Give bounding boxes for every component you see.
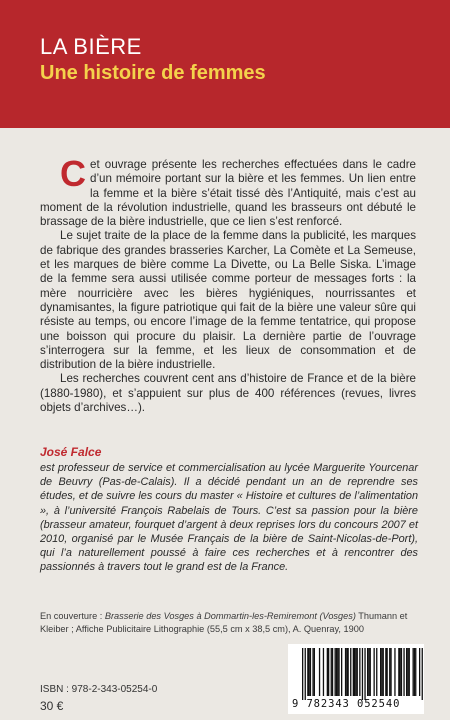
barcode-bar (367, 648, 368, 696)
barcode-bars (288, 644, 424, 700)
barcode-bar (381, 648, 382, 696)
barcode-bar (419, 648, 420, 696)
barcode-bar (400, 648, 401, 696)
barcode-bar (394, 648, 395, 696)
book-description (40, 153, 416, 415)
barcode-bar (422, 648, 423, 700)
cover-credit (40, 610, 410, 635)
description-paragraph-2: Le sujet traite de la place de la femme dans la publicité, les marques de fabrique des grandes brasseries Karcher, La Comète et La Semeuse, et les marques de bière comme La Divette, ou La Belle Siska. L’image de la femme sera aussi utilisée comme porteur de messages forts : la mère nourricière avec les bières hygiéniques, nourrissantes et dynamisantes, la figure patriotique qui fait de la bière une valeur sûre qui résiste au temps, ou encore l’image de la femme tentatrice, qui propose une boisson qui procure du plaisir. La dernière partie de l’ouvrage s’interrogera sur la femme, et les lieux de consommation et de distribution de la bière industrielle. (40, 229, 416, 372)
drop-cap: C (60, 153, 86, 194)
barcode-bar (401, 648, 402, 696)
isbn: ISBN : 978-2-343-05254-0 (40, 684, 158, 695)
barcode-digits: 9 782343 052540 (292, 698, 401, 710)
barcode-bar (406, 648, 407, 696)
barcode-bar (370, 648, 371, 696)
barcode-bar (357, 648, 358, 696)
barcode-bar (338, 648, 339, 696)
description-paragraph-1-text: et ouvrage présente les recherches effectuées dans le cadre d’un mémoire portant sur la bière et les femmes. Un lien entre la femme et la bière s’était tissé dès l’Antiquité, mais c’est au moment de la révolution industrielle, quand les brasseurs ont débuté le brassage de la bière industrielle, que ce lien s’est renforcé. (40, 158, 416, 229)
barcode-bar (312, 648, 313, 696)
barcode-bar (355, 648, 356, 696)
barcode-bar (305, 648, 306, 700)
price: 30 € (40, 699, 64, 713)
barcode-bar (341, 648, 342, 696)
barcode-bar (350, 648, 351, 696)
barcode-bar (335, 648, 336, 696)
barcode (288, 644, 424, 714)
barcode-bar (348, 648, 349, 696)
barcode-bar (364, 648, 365, 700)
author-name: José Falce (40, 445, 102, 459)
barcode-bar (353, 648, 354, 696)
barcode-bar (368, 648, 369, 696)
barcode-bar (387, 648, 388, 696)
barcode-bar (409, 648, 410, 696)
title-band (0, 0, 450, 128)
barcode-bar (362, 648, 363, 700)
barcode-bar (380, 648, 381, 696)
cover-credit-title: Brasserie des Vosges à Dommartin-les-Remiremont (Vosges) (104, 611, 356, 621)
cover-credit-prefix: En couverture : (40, 611, 105, 621)
description-paragraph-3: Les recherches couvrent cent ans d’histoire de France et de la bière (1880-1980), et s’appuient sur plus de 400 références (revues, livres objets d’archives…). (40, 372, 416, 415)
barcode-bar (345, 648, 346, 696)
barcode-bar (359, 648, 360, 696)
barcode-bar (332, 648, 333, 696)
barcode-bar (354, 648, 355, 696)
barcode-bar (385, 648, 386, 696)
cover-credit-details: Thumann et Kleiber ; Affiche Publicitaire Lithographie (55,5 cm x 38,5 cm), A. Quenray, 1900 (40, 611, 408, 634)
barcode-bar (407, 648, 408, 696)
barcode-bar (302, 648, 303, 700)
barcode-bar (374, 648, 375, 696)
barcode-bar (376, 648, 377, 696)
barcode-bar (314, 648, 315, 696)
barcode-bar (390, 648, 391, 696)
barcode-bar (309, 648, 310, 696)
barcode-bar (398, 648, 399, 696)
barcode-bar (319, 648, 320, 696)
book-subtitle: Une histoire de femmes (40, 62, 266, 84)
barcode-bar (307, 648, 308, 696)
book-title: LA BIÈRE (40, 34, 142, 59)
description-paragraph-1 (40, 153, 416, 229)
barcode-bar (310, 648, 311, 696)
barcode-bar (383, 648, 384, 696)
barcode-bar (337, 648, 338, 696)
barcode-bar (346, 648, 347, 696)
barcode-bar (336, 648, 337, 696)
author-bio: est professeur de service et commercialisation au lycée Marguerite Yourcenar de Beuvry (Pas-de-Calais). Il a décidé pendant un an de reprendre ses études, et de suivre les cours du master « Histoire et cultures de l’alimentation », à l’université François Rabelais de Tours. C’est sa passion pour la bière (brasseur amateur, fourquet d’argent à deux reprises lors du concours 2007 et 2010, organisé par le Musée Français de la bière de Saint-Nicolas-de-Port), qui l’a naturellement poussé à faire ces recherches et à rencontrer des passionnés à travers tout le grand est de la France. (40, 462, 418, 574)
barcode-bar (413, 648, 414, 696)
barcode-bar (328, 648, 329, 696)
barcode-bar (389, 648, 390, 696)
barcode-bar (414, 648, 415, 696)
barcode-bar (331, 648, 332, 696)
barcode-bar (403, 648, 404, 696)
barcode-bar (327, 648, 328, 696)
barcode-bar (415, 648, 416, 696)
barcode-bar (323, 648, 324, 696)
